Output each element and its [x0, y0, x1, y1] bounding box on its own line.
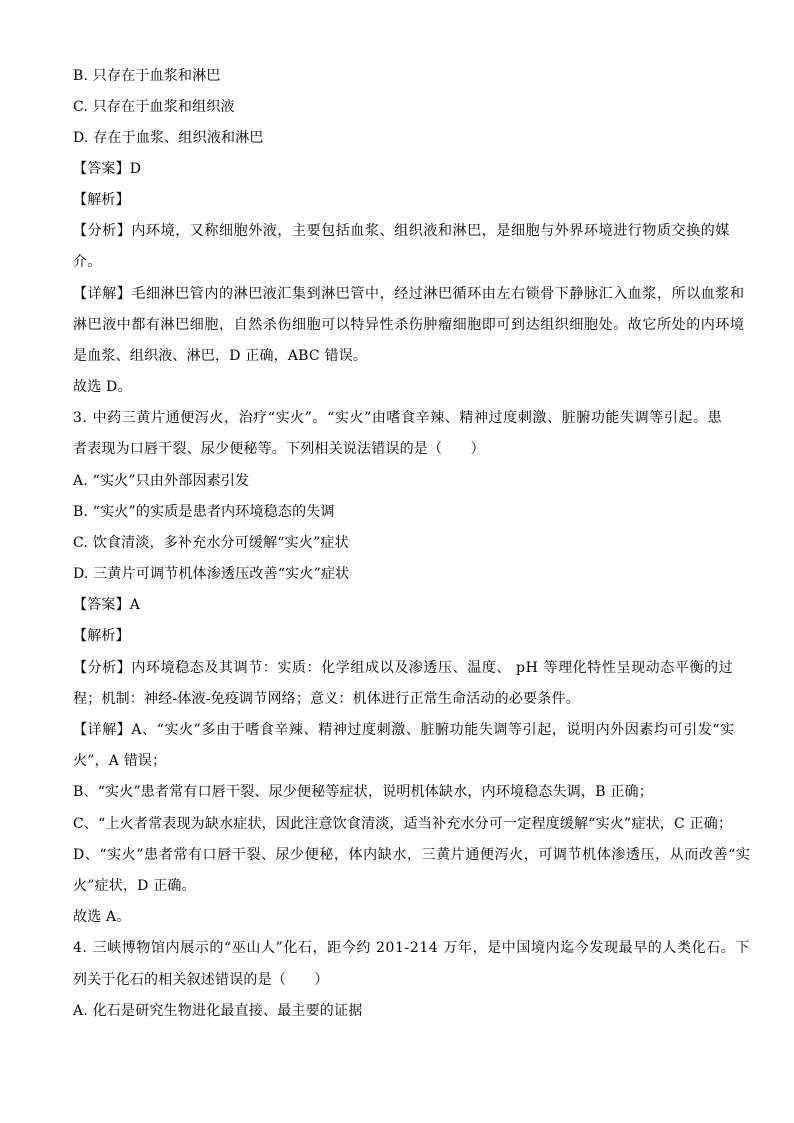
analysis-heading: 【解析】: [73, 628, 130, 644]
option-c-line: C. 只存在于血浆和组织液: [73, 99, 235, 115]
detail-text-line: 火”，A 错误；: [73, 753, 167, 769]
conclusion-line: 故选 D。: [73, 379, 132, 395]
option-b-line: B. “实火”的实质是患者内环境稳态的失调: [73, 504, 335, 520]
conclusion-line: 故选 A。: [73, 909, 131, 925]
question-3-stem: 3. 中药三黄片通便泻火，治疗“实火”。“实火”由嗜食辛辣、精神过度刺激、脏腑功能失调等引起。患: [73, 410, 723, 426]
detail-text-line: 【详解】A、“实火”多由于嗜食辛辣、精神过度刺激、脏腑功能失调等引起，说明内外因素均可引发“实: [73, 722, 735, 738]
analysis-heading: 【解析】: [73, 192, 130, 208]
answer-line: 【答案】A: [73, 597, 141, 613]
detail-text-line: 淋巴液中都有淋巴细胞，自然杀伤细胞可以特异性杀伤肿瘤细胞即可到达组织细胞处。故它所处的内环境: [73, 317, 745, 333]
detail-text-line: D、“实火”患者常有口唇干裂、尿少便秘，体内缺水，三黄片通便泻火，可调节机体渗透压，从而改善“实: [73, 847, 751, 863]
option-d-line: D. 三黄片可调节机体渗透压改善“实火”症状: [73, 566, 350, 582]
option-b-line: B. 只存在于血浆和淋巴: [73, 68, 221, 84]
detail-text-line: 火”症状，D 正确。: [73, 878, 196, 894]
analysis-text-line: 【分析】内环境，又称细胞外液，主要包括血浆、组织液和淋巴，是细胞与外界环境进行物质交换的媒: [73, 223, 730, 239]
analysis-text-line: 【分析】内环境稳态及其调节：实质：化学组成以及渗透压、温度、 pH 等理化特性呈现动态平衡的过: [73, 660, 734, 676]
analysis-text-line: 介。: [73, 254, 102, 270]
detail-text-line: 是血浆、组织液、淋巴，D 正确，ABC 错误。: [73, 348, 368, 364]
question-3-stem: 者表现为口唇干裂、尿少便秘等。下列相关说法错误的是（ ）: [73, 441, 485, 457]
detail-text-line: B、“实火”患者常有口唇干裂、尿少便秘等症状，说明机体缺水，内环境稳态失调，B 正确；: [73, 784, 653, 800]
question-4-stem: 4. 三峡博物馆内展示的“巫山人”化石，距今约 201-214 万年，是中国境内迄今发现最早的人类化石。下: [73, 940, 750, 956]
question-4-stem: 列关于化石的相关叙述错误的是（ ）: [73, 972, 329, 988]
option-a-line: A. “实火”只由外部因素引发: [73, 473, 250, 489]
answer-line: 【答案】D: [73, 161, 142, 177]
detail-text-line: C、“上火者常表现为缺水症状，因此注意饮食清淡，适当补充水分可一定程度缓解“实火”症状，C 正确；: [73, 816, 733, 832]
option-a-line: A. 化石是研究生物进化最直接、最主要的证据: [73, 1003, 363, 1019]
analysis-text-line: 程；机制：神经-体液-免疫调节网络；意义：机体进行正常生命活动的必要条件。: [73, 691, 580, 707]
option-d-line: D. 存在于血浆、组织液和淋巴: [73, 130, 264, 146]
option-c-line: C. 饮食清淡，多补充水分可缓解“实火”症状: [73, 535, 349, 551]
detail-text-line: 【详解】毛细淋巴管内的淋巴液汇集到淋巴管中，经过淋巴循环由左右锁骨下静脉汇入血浆，所以血浆和: [73, 286, 745, 302]
